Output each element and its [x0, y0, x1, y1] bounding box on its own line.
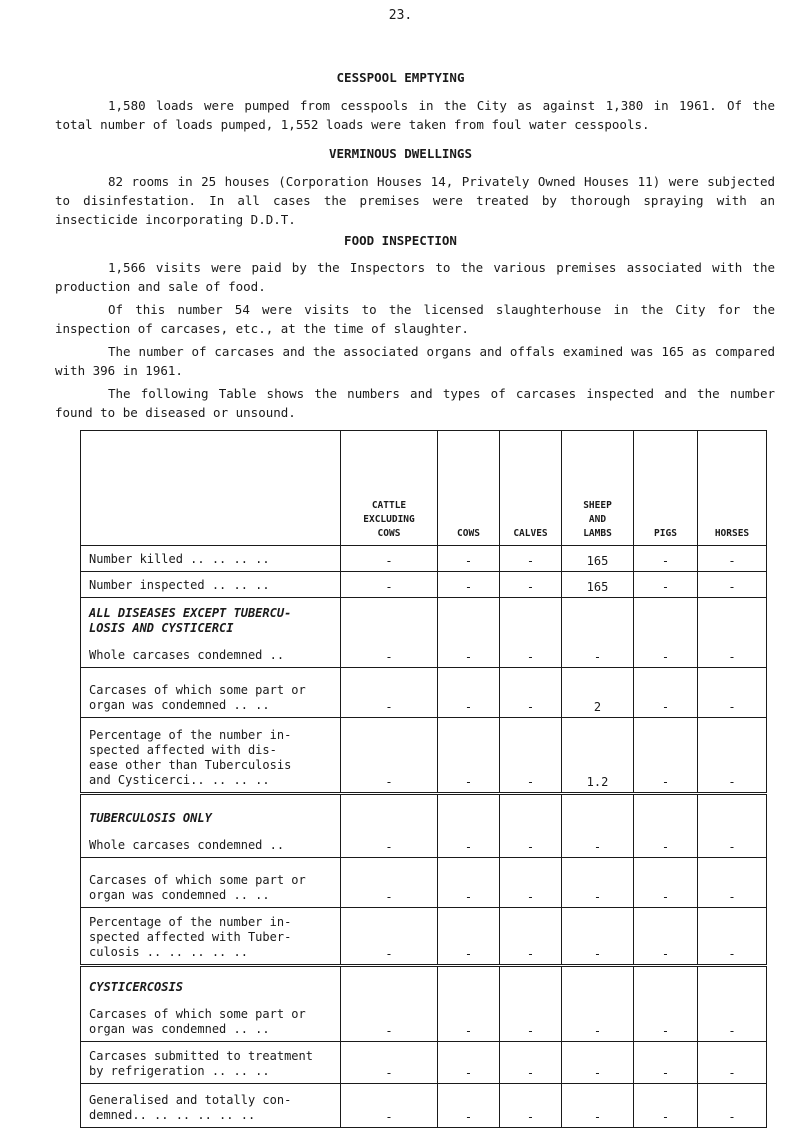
column-header-text: CALVES: [513, 528, 548, 539]
food-heading: FOOD INSPECTION: [344, 233, 457, 248]
table-cell: -: [634, 908, 698, 966]
table-cell: -: [698, 546, 767, 572]
column-header: [500, 431, 562, 546]
cesspool-heading: CESSPOOL EMPTYING: [336, 70, 465, 85]
row-label-text: organ was condemned .. ..: [89, 1022, 270, 1036]
table-cell: -: [634, 858, 698, 908]
table-cell: -: [341, 908, 438, 966]
table-cell: -: [562, 1084, 634, 1128]
column-header: [562, 431, 634, 546]
row-label: [81, 966, 341, 1042]
table-cell: -: [634, 668, 698, 718]
row-label-text: demned.. .. .. .. .. ..: [89, 1108, 256, 1122]
food-paragraph-3: The number of carcases and the associated organs and offals examined was 165 as compared with 396 in 1961.: [55, 344, 775, 378]
column-header: [698, 431, 767, 546]
table-cell: -: [698, 1084, 767, 1128]
table-row: [81, 546, 767, 572]
table-cell: -: [698, 794, 767, 858]
row-label-text: Percentage of the number in-: [89, 728, 292, 742]
table-row: [81, 668, 767, 718]
table-cell: -: [438, 858, 500, 908]
table-cell: -: [634, 1042, 698, 1084]
table-cell: -: [500, 572, 562, 598]
table-cell: -: [500, 718, 562, 794]
table-row: [81, 966, 767, 1042]
column-header-text: HORSES: [714, 528, 750, 539]
row-label-text: Generalised and totally con-: [89, 1093, 292, 1107]
row-label-text: ease other than Tuberculosis: [89, 758, 292, 772]
table-row: [81, 908, 767, 966]
table-cell: -: [562, 794, 634, 858]
row-label-text: organ was condemned .. ..: [89, 698, 270, 712]
row-label-text: Whole carcases condemned ..: [89, 648, 285, 662]
row-label-text: spected affected with Tuber-: [89, 930, 292, 944]
table-cell: -: [500, 966, 562, 1042]
table-cell: -: [634, 966, 698, 1042]
table-cell: -: [634, 718, 698, 794]
row-label-text: Carcases of which some part or: [89, 873, 306, 887]
table-cell: -: [438, 572, 500, 598]
table-cell: -: [562, 908, 634, 966]
table-cell: -: [438, 668, 500, 718]
column-header-text: LAMBS: [583, 528, 612, 539]
row-label-text: by refrigeration .. .. ..: [89, 1064, 270, 1078]
table-header-row: [81, 431, 767, 546]
table-row: [81, 1084, 767, 1128]
row-label: [81, 794, 341, 858]
table-cell: -: [438, 1084, 500, 1128]
table-cell: -: [438, 1042, 500, 1084]
row-label-text: Carcases of which some part or: [89, 1007, 306, 1021]
row-label-text: and Cysticerci.. .. .. ..: [89, 773, 270, 787]
row-label: [81, 1042, 341, 1084]
table-cell: -: [698, 668, 767, 718]
row-label-text: Number killed .. .. .. ..: [89, 552, 270, 566]
table-cell: -: [634, 1084, 698, 1128]
food-paragraph-2: Of this number 54 were visits to the licensed slaughterhouse in the City for the inspection of carcases, etc., at the time of slaughter.: [55, 302, 775, 336]
table-cell: -: [698, 598, 767, 668]
row-label-text: Carcases of which some part or: [89, 683, 306, 697]
row-label: [81, 668, 341, 718]
table-row: [81, 598, 767, 668]
row-label-text: Carcases submitted to treatment: [89, 1049, 313, 1063]
row-label-text: Number inspected .. .. ..: [89, 578, 270, 592]
table-cell: -: [500, 598, 562, 668]
table-cell: -: [438, 908, 500, 966]
table-cell: -: [500, 1042, 562, 1084]
row-label: [81, 572, 341, 598]
column-header-text: EXCLUDING: [363, 514, 415, 525]
column-header-text: AND: [588, 514, 607, 525]
row-label-text: spected affected with dis-: [89, 743, 277, 757]
table-cell: -: [500, 546, 562, 572]
table-row: [81, 572, 767, 598]
table-cell: -: [500, 858, 562, 908]
table-cell: -: [562, 1042, 634, 1084]
verminous-paragraph: 82 rooms in 25 houses (Corporation Houses 14, Privately Owned Houses 11) were subjected to disinfestation. In all cases the premises were treated by thorough spraying with an insecticide incorporating D.D.T.: [55, 174, 775, 227]
column-header-text: COWS: [377, 528, 401, 539]
section-title: ALL DISEASES EXCEPT TUBERCU- LOSIS AND CYSTICERCI: [89, 606, 292, 635]
row-label-text: Whole carcases condemned ..: [89, 838, 285, 852]
section-title: TUBERCULOSIS ONLY: [89, 811, 212, 825]
table-cell: -: [341, 1084, 438, 1128]
table-cell: -: [500, 1084, 562, 1128]
column-header-text: SHEEP: [583, 500, 612, 511]
table-cell: -: [562, 966, 634, 1042]
row-label: [81, 858, 341, 908]
table-cell: -: [341, 1042, 438, 1084]
table-cell: -: [698, 966, 767, 1042]
column-header: [634, 431, 698, 546]
food-paragraph-1: 1,566 visits were paid by the Inspectors to the various premises associated with the production and sale of food.: [55, 260, 775, 294]
table-row: [81, 858, 767, 908]
table-cell: -: [634, 598, 698, 668]
table-cell: -: [698, 1042, 767, 1084]
table-cell: -: [562, 598, 634, 668]
row-label-text: organ was condemned .. ..: [89, 888, 270, 902]
row-label: [81, 546, 341, 572]
table-cell: -: [698, 718, 767, 794]
table-row: [81, 1042, 767, 1084]
column-header: [438, 431, 500, 546]
table-cell: -: [634, 794, 698, 858]
table-cell: 165: [562, 572, 634, 598]
table-row: [81, 794, 767, 858]
table-cell: -: [438, 546, 500, 572]
table-cell: -: [341, 572, 438, 598]
table-cell: -: [438, 966, 500, 1042]
table-cell: -: [341, 668, 438, 718]
column-header-text: COWS: [457, 528, 480, 539]
row-label-text: culosis .. .. .. .. ..: [89, 945, 248, 959]
table-cell: -: [698, 908, 767, 966]
table-cell: -: [500, 794, 562, 858]
carcase-inspection-table: [80, 430, 767, 1128]
cesspool-paragraph: 1,580 loads were pumped from cesspools in the City as against 1,380 in 1961. Of the total number of loads pumped, 1,552 loads were taken from foul water cesspools.: [55, 98, 775, 132]
table-cell: -: [341, 858, 438, 908]
table-cell: 165: [562, 546, 634, 572]
table-cell: -: [438, 794, 500, 858]
table-cell: -: [562, 858, 634, 908]
table-cell: -: [500, 668, 562, 718]
verminous-heading: VERMINOUS DWELLINGS: [329, 146, 472, 161]
table-cell: -: [341, 966, 438, 1042]
row-label: [81, 718, 341, 794]
table-cell: -: [500, 908, 562, 966]
table-row: [81, 718, 767, 794]
row-label-header: [81, 431, 341, 546]
table-cell: -: [634, 546, 698, 572]
table-cell: 2: [562, 668, 634, 718]
table-cell: -: [341, 718, 438, 794]
table-cell: -: [634, 572, 698, 598]
table-cell: -: [341, 598, 438, 668]
table-cell: -: [438, 718, 500, 794]
food-paragraph-4: The following Table shows the numbers and types of carcases inspected and the number found to be diseased or unsound.: [55, 386, 775, 420]
row-label: [81, 908, 341, 966]
column-header-text: PIGS: [654, 528, 677, 539]
page-number: 23.: [388, 8, 413, 23]
column-header-text: CATTLE: [371, 500, 407, 511]
table-cell: -: [341, 794, 438, 858]
table-cell: 1.2: [562, 718, 634, 794]
row-label: [81, 598, 341, 668]
table-cell: -: [698, 858, 767, 908]
table-cell: -: [438, 598, 500, 668]
table-cell: -: [341, 546, 438, 572]
column-header: [341, 431, 438, 546]
section-title: CYSTICERCOSIS: [89, 980, 183, 994]
row-label-text: Percentage of the number in-: [89, 915, 292, 929]
row-label: [81, 1084, 341, 1128]
table-cell: -: [698, 572, 767, 598]
